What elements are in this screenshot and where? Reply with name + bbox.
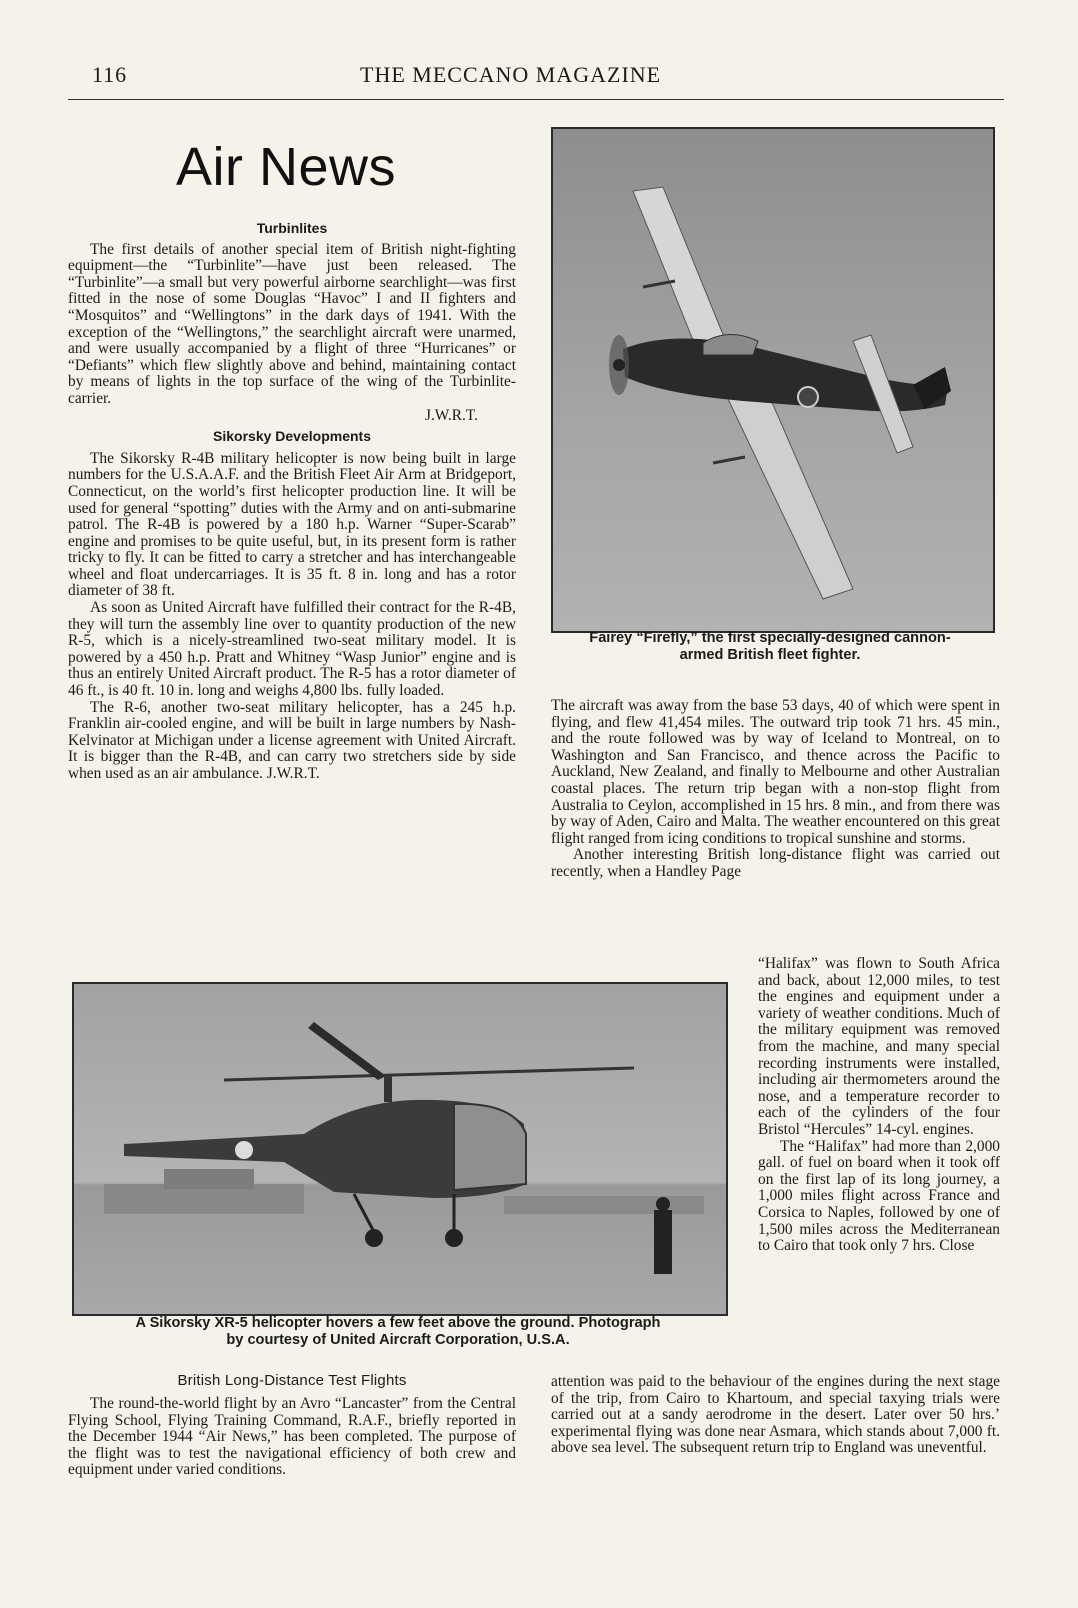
halifax-paragraph-1: The aircraft was away from the base 53 days, 40 of which were spent in flying, and flew 41,454 miles. The outward trip took 71 hrs. 45 min., and the route followed was by way of Iceland to Montreal, on to Washington and San Francisco, and thence across the Pacific to Auckland, New Zealand, and finally to Melbourne and other Australian coastal places. The return trip began with a non-stop flight from Australia to Ceylon, accomplished in 15 hrs. 8 min., and from there was by way of Aden, Cairo and Malta. The weather encountered on this great flight ranged from icing conditions to tropical sunshine and storms.: [551, 697, 1000, 847]
long-distance-paragraph: The round-the-world flight by an Avro “Lancaster” from the Central Flying School, Flying Training Command, R.A.F., briefly reported in the December 1944 “Air News,” has been completed. The purpose of the flight was to test the navigational efficiency of both crew and equipment under varied conditions.: [68, 1395, 516, 1479]
sikorsky-paragraph-1: The Sikorsky R-4B military helicopter is now being built in large numbers for the U.S.A.A.F. and the British Fleet Air Arm at Bridgeport, Connecticut, on the world’s first helicopter production line. It will be used for general “spotting” duties with the Army and on anti-submarine patrol. The R-4B is powered by a 180 h.p. Warner “Super-Scarab” engine and promises to be quite useful, but, in its present form is rather tricky to fly. It can be fitted to carry a stretcher and has interchangeable wheel and float undercarriages. It is 35 ft. 8 in. long and has a rotor diameter of 38 ft.: [68, 449, 516, 600]
halifax-paragraph-3-end: attention was paid to the behaviour of the engines during the next stage of the trip, from Cairo to Khartoum, and special taxying trials were carried out at a sandy aerodrome in the desert. Later over 50 hrs.’ experimental flying was done near Asmara, which stands about 7,000 ft. above sea level. The subsequent return trip to England was uneventful.: [551, 1373, 1000, 1457]
magazine-title: THE MECCANO MAGAZINE: [360, 62, 662, 87]
firefly-caption-line-2: armed British fleet fighter.: [679, 647, 861, 663]
header-rule: [68, 99, 1004, 100]
page-number: 116: [92, 62, 128, 87]
sikorsky-paragraph-2: As soon as United Aircraft have fulfilled their contract for the R-4B, they will turn the assembly line over to quantity production of the new R-5, which is a nicely-streamlined two-seat military model. It is powered by a 450 h.p. Pratt and Whitney “Wasp Junior” engine and is thus an entirely United Aircraft product. The R-5 has a rotor diameter of 46 ft., is 40 ft. 10 in. long and weighs 4,800 lbs. fully loaded.: [68, 599, 516, 700]
turbinlites-signature: J.W.R.T.: [424, 406, 478, 424]
article-title: Air News: [176, 137, 397, 197]
firefly-caption: [530, 630, 1010, 664]
sikorsky-signature: J.W.R.T.: [266, 765, 320, 782]
sikorsky-paragraph-3: [68, 700, 516, 783]
long-distance-heading: British Long-Distance Test Flights: [177, 1372, 407, 1389]
left-column-lower: [68, 1396, 516, 1479]
right-column-upper: [551, 698, 1000, 881]
right-column-narrow: [758, 956, 1000, 1255]
firefly-photo: [551, 127, 995, 633]
helicopter-caption-line-2: by courtesy of United Aircraft Corporation, U.S.A.: [226, 1332, 570, 1348]
firefly-caption-line-1: Fairey “Firefly,” the first specially-designed cannon-: [589, 630, 951, 646]
helicopter-photo: [72, 982, 728, 1316]
left-column: [68, 220, 516, 783]
halifax-paragraph-2-start: Another interesting British long-distance flight was carried out recently, when a Handley Page: [551, 846, 1000, 880]
helicopter-caption-line-1: A Sikorsky XR-5 helicopter hovers a few feet above the ground. Photograph: [135, 1315, 661, 1331]
turbinlites-heading: Turbinlites: [256, 220, 328, 236]
turbinlites-paragraph: The first details of another special item of British night-fighting equipment—the “Turbinlite”—have just been released. The “Turbinlite”—a small but very powerful airborne searchlight—was first fitted in the nose of some Douglas “Havoc” I and II fighters and “Mosquitos” and “Wellingtons” in the dark days of 1941. With the exception of the “Wellingtons,” the searchlight aircraft were unarmed, and were usually accompanied by a flight of three “Hurricanes” or “Defiants” which flew slightly above and behind, maintaining contact by means of lights in the top surface of the wing of the Turbinlite-carrier.: [68, 240, 516, 407]
helicopter-caption: [60, 1315, 736, 1349]
halifax-paragraph-2-narrow: “Halifax” was flown to South Africa and back, about 12,000 miles, to test the engines and equipment under a variety of weather conditions. Much of the military equipment was removed from the machine, and many special recording instruments were installed, including air thermometers around the nose, and a temperature recorder to each of the cylinders of the four Bristol “Hercules” 14-cyl. engines.: [758, 955, 1000, 1138]
halifax-paragraph-3-narrow: The “Halifax” had more than 2,000 gall. of fuel on board when it took off on the first lap of its long journey, a 1,000 miles flight across France and Corsica to Naples, followed by one of 1,500 miles across the Mediterranean to Cairo that took only 7 hrs. Close: [758, 1137, 1000, 1255]
helicopter-image: [74, 984, 726, 1314]
sikorsky-heading: Sikorsky Developments: [213, 428, 371, 445]
sikorsky-paragraph-3-text: The R-6, another two-seat military helicopter, has a 245 h.p. Franklin air-cooled engine, and will be built in large numbers by Nash-Kelvinator at Michigan under a license agreement with United Aircraft. It is bigger than the R-4B, and can carry two stretchers side by side when used as an air ambulance.: [68, 698, 516, 782]
firefly-aircraft-image: [553, 129, 993, 631]
right-column-lower: [551, 1374, 1000, 1457]
